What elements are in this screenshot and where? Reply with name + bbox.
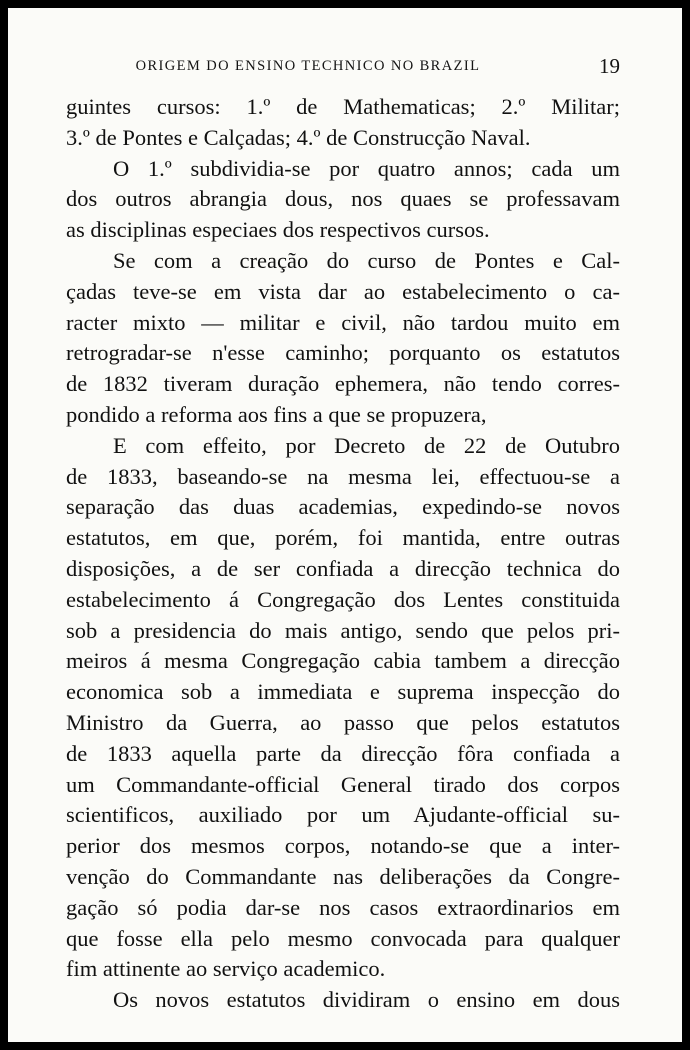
text-line: estabelecimento á Congregação dos Lentes constituida bbox=[66, 586, 620, 612]
text-line: Os novos estatutos dividiram o ensino em dous bbox=[113, 987, 620, 1013]
text-line: separação das duas academias, expedindo-se novos bbox=[66, 494, 620, 520]
text-line: Se com a creação do curso de Pontes e Cal- bbox=[113, 247, 620, 273]
text-line: perior dos mesmos corpos, notando-se que a inter- bbox=[66, 833, 620, 859]
text-line: çadas teve-se em vista dar ao estabelecimento o ca- bbox=[66, 278, 620, 304]
text-line: um Commandante-official General tirado dos corpos bbox=[66, 771, 620, 797]
text-line: de 1833, baseando-se na mesma lei, effectuou-se a bbox=[66, 463, 620, 489]
text-line: economica sob a immediata e suprema inspecção do bbox=[66, 679, 620, 705]
text-line: de 1832 tiveram duração ephemera, não tendo corres- bbox=[66, 371, 620, 397]
text-line: que fosse ella pelo mesmo convocada para qualquer bbox=[66, 925, 620, 951]
text-line: O 1.º subdividia-se por quatro annos; cada um bbox=[113, 155, 620, 181]
page-number: 19 bbox=[599, 54, 620, 78]
text-line: venção do Commandante nas deliberações da Congre- bbox=[66, 863, 620, 889]
text-line: estatutos, em que, porém, foi mantida, entre outras bbox=[66, 525, 620, 551]
text-line: dos outros abrangia dous, nos quaes se professavam bbox=[66, 186, 620, 212]
text-line: meiros á mesma Congregação cabia tambem a direcção bbox=[66, 648, 620, 674]
page-header bbox=[66, 52, 620, 78]
text-line: E com effeito, por Decreto de 22 de Outubro bbox=[113, 432, 620, 458]
text-line: gação só podia dar-se nos casos extraordinarios em bbox=[66, 894, 620, 920]
text-line: as disciplinas especiaes dos respectivos cursos. bbox=[66, 217, 490, 243]
running-title: ORIGEM DO ENSINO TECHNICO NO BRAZIL bbox=[135, 58, 481, 74]
book-page bbox=[8, 8, 682, 1042]
text-line: retrogradar-se n'esse caminho; porquanto os estatutos bbox=[66, 340, 620, 366]
text-line: racter mixto — militar e civil, não tardou muito em bbox=[66, 309, 620, 335]
body-text bbox=[66, 92, 620, 1016]
text-line: fim attinente ao serviço academico. bbox=[66, 956, 386, 982]
text-line: sob a presidencia do mais antigo, sendo que pelos pri- bbox=[66, 617, 620, 643]
text-line: guintes cursos: 1.º de Mathematicas; 2.º Militar; bbox=[66, 94, 620, 119]
text-line: pondido a reforma aos fins a que se propuzera, bbox=[66, 401, 487, 427]
text-line: 3.º de Pontes e Calçadas; 4.º de Construcção Naval. bbox=[66, 124, 531, 150]
text-line: de 1833 aquella parte da direcção fôra confiada a bbox=[66, 740, 620, 766]
text-line: scientificos, auxiliado por um Ajudante-official su- bbox=[66, 802, 620, 828]
text-line: Ministro da Guerra, ao passo que pelos estatutos bbox=[66, 709, 620, 735]
text-line: disposições, a de ser confiada a direcção technica do bbox=[66, 555, 620, 581]
